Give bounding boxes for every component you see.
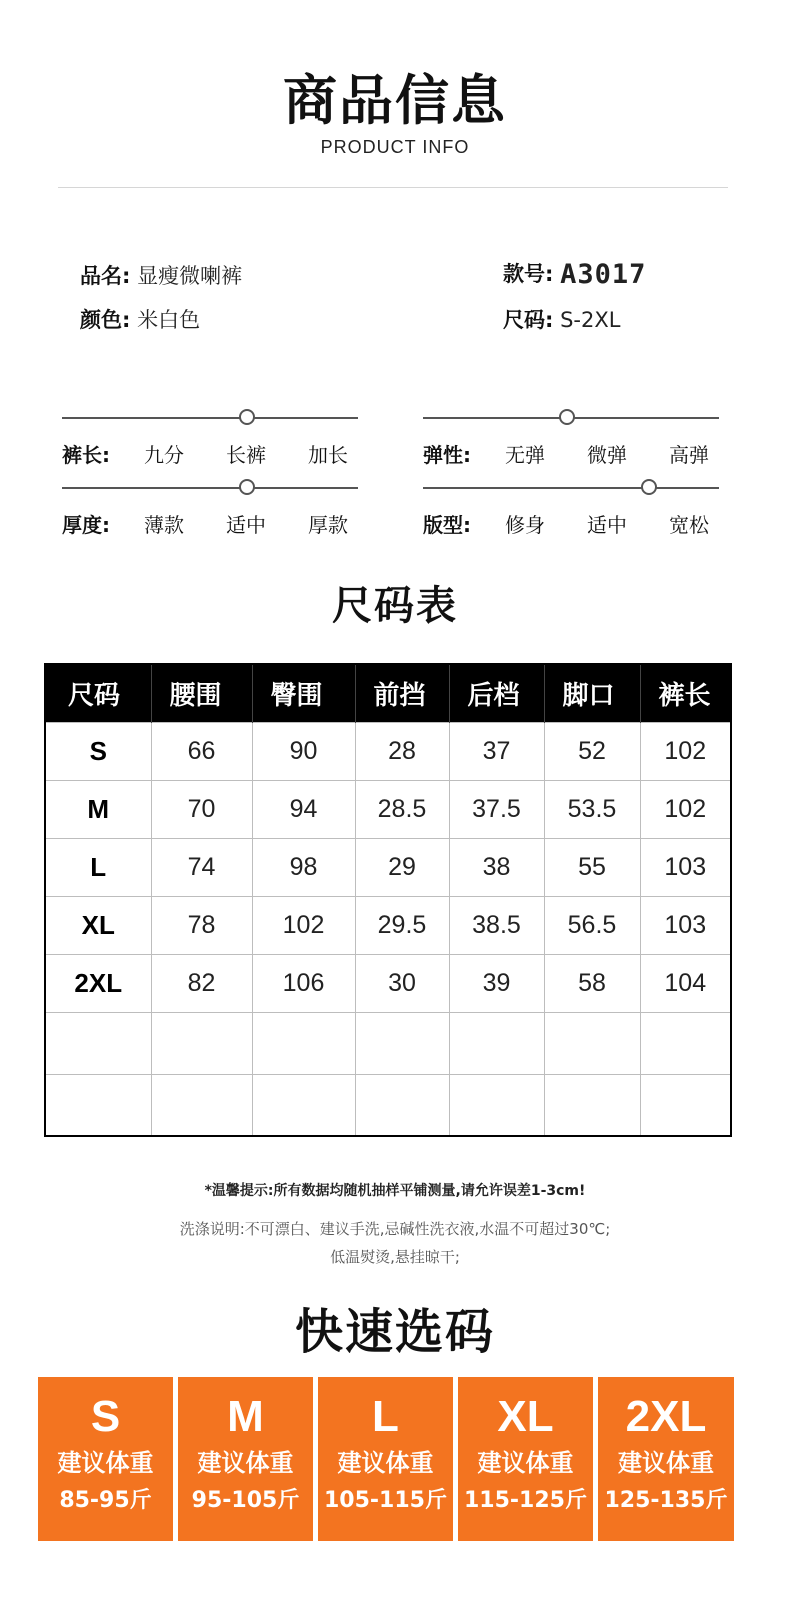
column-header: 尺码 [45,664,151,722]
table-cell: 82 [151,954,252,1012]
product-name-row [80,260,242,290]
table-cell: 66 [151,722,252,780]
table-cell: 98 [252,838,355,896]
table-cell: 103 [640,896,731,954]
table-row [45,722,731,780]
attr-indicator [641,479,657,495]
attr-elasticity [423,401,719,471]
table-cell: 104 [640,954,731,1012]
attr-option: 修身 [505,513,545,537]
quick-size: S [90,1392,121,1441]
empty-table-row [45,1012,731,1074]
table-cell: 58 [544,954,640,1012]
column-header: 脚口 [544,664,640,722]
attr-option: 高弹 [669,443,709,467]
table-cell: 103 [640,838,731,896]
attr-label: 裤长: [62,443,110,467]
product-size-row [503,304,620,334]
wash-line: 低温熨烫,悬挂晾干; [330,1248,460,1266]
attr-label: 厚度: [62,513,110,537]
quick-size-label: 建议体重 [337,1449,434,1477]
quick-size-card-m [178,1377,313,1541]
quick-size-card-xl [458,1377,593,1541]
column-header: 前挡 [355,664,449,722]
quick-size-card-2xl [598,1377,734,1541]
product-name-value: 显瘦微喇裤 [137,264,243,288]
product-style-row [503,258,646,290]
attr-option: 微弹 [587,443,627,467]
table-cell: 90 [252,722,355,780]
attr-label: 版型: [423,513,471,537]
table-row [45,780,731,838]
attr-option: 薄款 [144,513,184,537]
table-cell: 29.5 [355,896,449,954]
quick-size-range: 85-95斤 [59,1488,152,1513]
product-color-value: 米白色 [137,308,201,332]
table-cell: M [45,780,151,838]
attr-length [62,401,358,471]
quick-size-label: 建议体重 [477,1449,574,1477]
wash-line: 洗涤说明:不可漂白、建议手洗,忌碱性洗衣液,水温不可超过30℃; [179,1220,611,1238]
table-cell: 70 [151,780,252,838]
table-cell: 2XL [45,954,151,1012]
table-cell: XL [45,896,151,954]
quick-size-card-l [318,1377,453,1541]
quick-size-range: 115-125斤 [464,1488,587,1513]
attr-option: 适中 [587,513,627,537]
quick-size-label: 建议体重 [57,1449,154,1477]
size-chart-header-row [45,664,731,722]
product-color-row [80,304,200,334]
attr-fit [423,471,719,541]
table-cell: L [45,838,151,896]
quick-size-label: 建议体重 [618,1449,714,1477]
column-header: 臀围 [252,664,355,722]
empty-table-row [45,1074,731,1136]
quick-select-title: 快速选码 [294,1304,495,1360]
quick-size-card-s [38,1377,173,1541]
table-cell: 53.5 [544,780,640,838]
table-cell: 78 [151,896,252,954]
attr-label: 弹性: [423,443,471,467]
table-cell: 37.5 [449,780,544,838]
attr-thickness [62,471,358,541]
quick-size: 2XL [625,1392,707,1441]
product-size-value: S-2XL [560,308,621,332]
attr-indicator [559,409,575,425]
column-header: 后档 [449,664,544,722]
quick-size: L [372,1392,399,1441]
table-cell: 106 [252,954,355,1012]
attr-option: 宽松 [669,513,709,537]
attr-option: 厚款 [308,513,348,537]
quick-size: M [227,1392,264,1441]
attr-indicator [239,479,255,495]
quick-size-range: 105-115斤 [324,1488,447,1513]
size-chart-title: 尺码表 [332,583,458,629]
attr-option: 无弹 [505,443,545,467]
product-size-label: 尺码: [503,308,554,332]
attr-option: 长裤 [226,443,266,467]
quick-size-range: 95-105斤 [191,1488,300,1513]
measurement-tip: *温馨提示:所有数据均随机抽样平铺测量,请允许误差1-3cm! [204,1183,586,1199]
product-style-label: 款号: [503,262,554,286]
table-cell: 38.5 [449,896,544,954]
table-cell: 37 [449,722,544,780]
product-color-label: 颜色: [80,308,131,332]
column-header: 裤长 [640,664,731,722]
table-cell: 102 [640,722,731,780]
product-style-value: A3017 [560,259,647,290]
table-cell: 102 [640,780,731,838]
table-cell: 74 [151,838,252,896]
quick-size: XL [497,1392,554,1441]
attr-option: 加长 [308,443,348,467]
table-cell: 30 [355,954,449,1012]
table-row [45,954,731,1012]
table-cell: 38 [449,838,544,896]
table-cell: 56.5 [544,896,640,954]
table-row [45,896,731,954]
attr-option: 九分 [144,443,184,467]
table-row [45,838,731,896]
wash-instructions [0,1215,790,1271]
table-cell: 55 [544,838,640,896]
attr-option: 适中 [226,513,266,537]
page-subtitle: PRODUCT INFO [320,137,470,157]
table-cell: 28 [355,722,449,780]
table-cell: S [45,722,151,780]
header-divider [58,187,728,188]
table-cell: 102 [252,896,355,954]
page-title: 商品信息 [283,69,507,132]
quick-size-label: 建议体重 [197,1449,294,1477]
attr-track [62,487,358,489]
table-cell: 52 [544,722,640,780]
table-cell: 94 [252,780,355,838]
quick-size-range: 125-135斤 [604,1488,728,1513]
table-cell: 39 [449,954,544,1012]
attr-track [62,417,358,419]
table-cell: 28.5 [355,780,449,838]
attr-indicator [239,409,255,425]
column-header: 腰围 [151,664,252,722]
product-name-label: 品名: [80,264,131,288]
table-cell: 29 [355,838,449,896]
attr-track [423,487,719,489]
size-chart-table [44,663,732,1137]
